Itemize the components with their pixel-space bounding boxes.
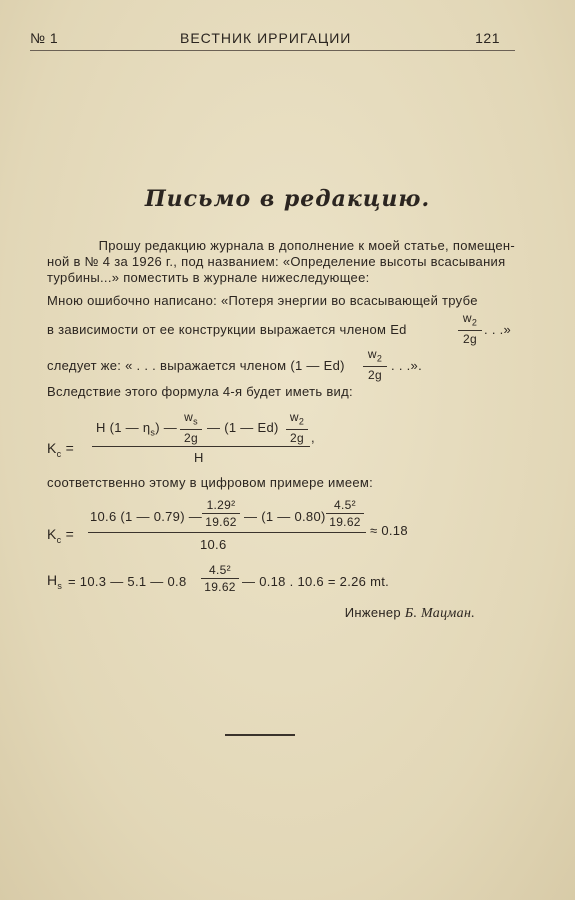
formula1-frac2-sub: 2 <box>298 416 305 427</box>
signature-name: Б. Мацман. <box>404 606 475 621</box>
journal-title: ВЕСТНИК ИРРИГАЦИИ <box>180 30 352 46</box>
intro-line-3: турбины...» поместить в журнале нижеследующее: <box>47 270 370 285</box>
running-header <box>30 28 515 51</box>
formula1-k-sub: c <box>56 448 62 459</box>
formula2-eq: = <box>65 526 75 542</box>
formula1-frac2 <box>286 410 308 445</box>
page-number: 121 <box>475 30 500 46</box>
frac-numerator <box>462 311 478 328</box>
intro-line-2: ной в № 4 за 1926 г., под названием: «Определение высоты всасывания <box>47 254 506 269</box>
frac-numerator-2 <box>367 347 383 364</box>
signature-role: Инженер <box>344 605 401 620</box>
correction-line-1: Мною ошибочно написано: «Потеря энергии во всасывающей трубе <box>47 293 478 308</box>
formula2-denominator: 10.6 <box>200 537 227 552</box>
formula3-h: H <box>47 572 58 588</box>
formula3-frac <box>201 563 239 594</box>
signature <box>345 605 475 622</box>
frac-denominator-2: 2g <box>368 368 382 383</box>
formula3-frac-num: 4.5² <box>209 563 231 577</box>
formula1-frac1-bar <box>180 429 202 430</box>
formula2-result: ≈ 0.18 <box>370 523 408 538</box>
formula2-frac2-num: 4.5² <box>334 498 356 512</box>
formula1-frac1-sub: s <box>193 416 198 427</box>
formula2-frac1 <box>202 498 240 529</box>
formula2-frac2 <box>326 498 364 529</box>
formula2-frac2-bar <box>326 513 364 514</box>
correction-line-2-text: в зависимости от ее конструкции выражается членом Ed <box>47 322 407 337</box>
correction-line-2 <box>47 322 407 337</box>
frac-num-text: w <box>462 311 472 325</box>
formula2-frac1-den: 19.62 <box>205 515 237 529</box>
formula1-denominator: H <box>194 450 204 465</box>
frac-num-sub-2: 2 <box>376 353 383 364</box>
formula1-eq: = <box>65 440 75 456</box>
intro-paragraph <box>47 238 515 286</box>
formula3-frac-den: 19.62 <box>204 580 236 594</box>
formula1-lhs <box>47 440 74 459</box>
text-between: соответственно этому в цифровом примере имеем: <box>47 475 374 490</box>
closing-rule <box>225 734 295 736</box>
fraction-w2-2g-2 <box>363 347 387 382</box>
formula1-tail: , <box>311 430 315 445</box>
formula3-expr1: = 10.3 — 5.1 — 0.8 <box>68 574 187 589</box>
formula1-frac2-num <box>289 410 305 427</box>
formula2-frac2-den: 19.62 <box>329 515 361 529</box>
formula2-lhs <box>47 526 74 545</box>
formula3-h-sub: s <box>57 580 63 591</box>
formula1-frac2-w: w <box>289 410 299 424</box>
formula2-frac1-bar <box>202 513 240 514</box>
fraction-bar <box>458 330 482 331</box>
formula1-num-p3: — (1 — Ed) <box>207 420 279 435</box>
correction-line-3-end: . . .». <box>391 358 423 373</box>
formula1-num-p1: H (1 — η <box>96 420 151 435</box>
formula3-lhs <box>47 572 62 591</box>
formula2-main-bar <box>88 532 366 533</box>
formula2-frac1-num: 1.29² <box>206 498 236 512</box>
formula1-frac2-bar <box>286 429 308 430</box>
formula1-k: K <box>47 440 57 456</box>
formula1-num-p1-sub: s <box>150 427 156 438</box>
correction-line-4: Вследствие этого формула 4-я будет иметь вид: <box>47 384 353 399</box>
fraction-bar-2 <box>363 366 387 367</box>
formula2-num-p1: 10.6 (1 — 0.79) — <box>90 509 203 524</box>
formula1-numerator-a <box>96 420 177 438</box>
intro-line-1: Прошу редакцию журнала в дополнение к моей статье, помещен- <box>98 238 515 253</box>
formula1-num-p2: ) — <box>155 420 178 435</box>
frac-num-sub: 2 <box>471 317 478 328</box>
formula2-k: K <box>47 526 57 542</box>
formula1-frac1-den: 2g <box>184 431 198 446</box>
formula1-frac1-num <box>184 410 198 427</box>
frac-num-text-2: w <box>367 347 377 361</box>
correction-line-3: следует же: « . . . выражается членом (1 — Ed) <box>47 358 345 373</box>
formula1-frac2-den: 2g <box>290 431 304 446</box>
frac-denominator: 2g <box>463 332 477 347</box>
formula1-main-bar <box>92 446 310 447</box>
formula3-frac-bar <box>201 578 239 579</box>
formula1-frac1 <box>180 410 202 445</box>
formula3-expr2: — 0.18 . 10.6 = 2.26 mt. <box>242 574 390 589</box>
formula2-num-p2: — (1 — 0.80) <box>244 509 326 524</box>
correction-line-2-end: . . .» <box>484 322 512 337</box>
formula1-frac1-w: w <box>184 410 194 424</box>
formula2-k-sub: c <box>56 534 62 545</box>
article-title: Письмо в редакцию. <box>144 186 431 212</box>
issue-number: № 1 <box>30 30 59 46</box>
fraction-w2-2g <box>458 311 482 346</box>
